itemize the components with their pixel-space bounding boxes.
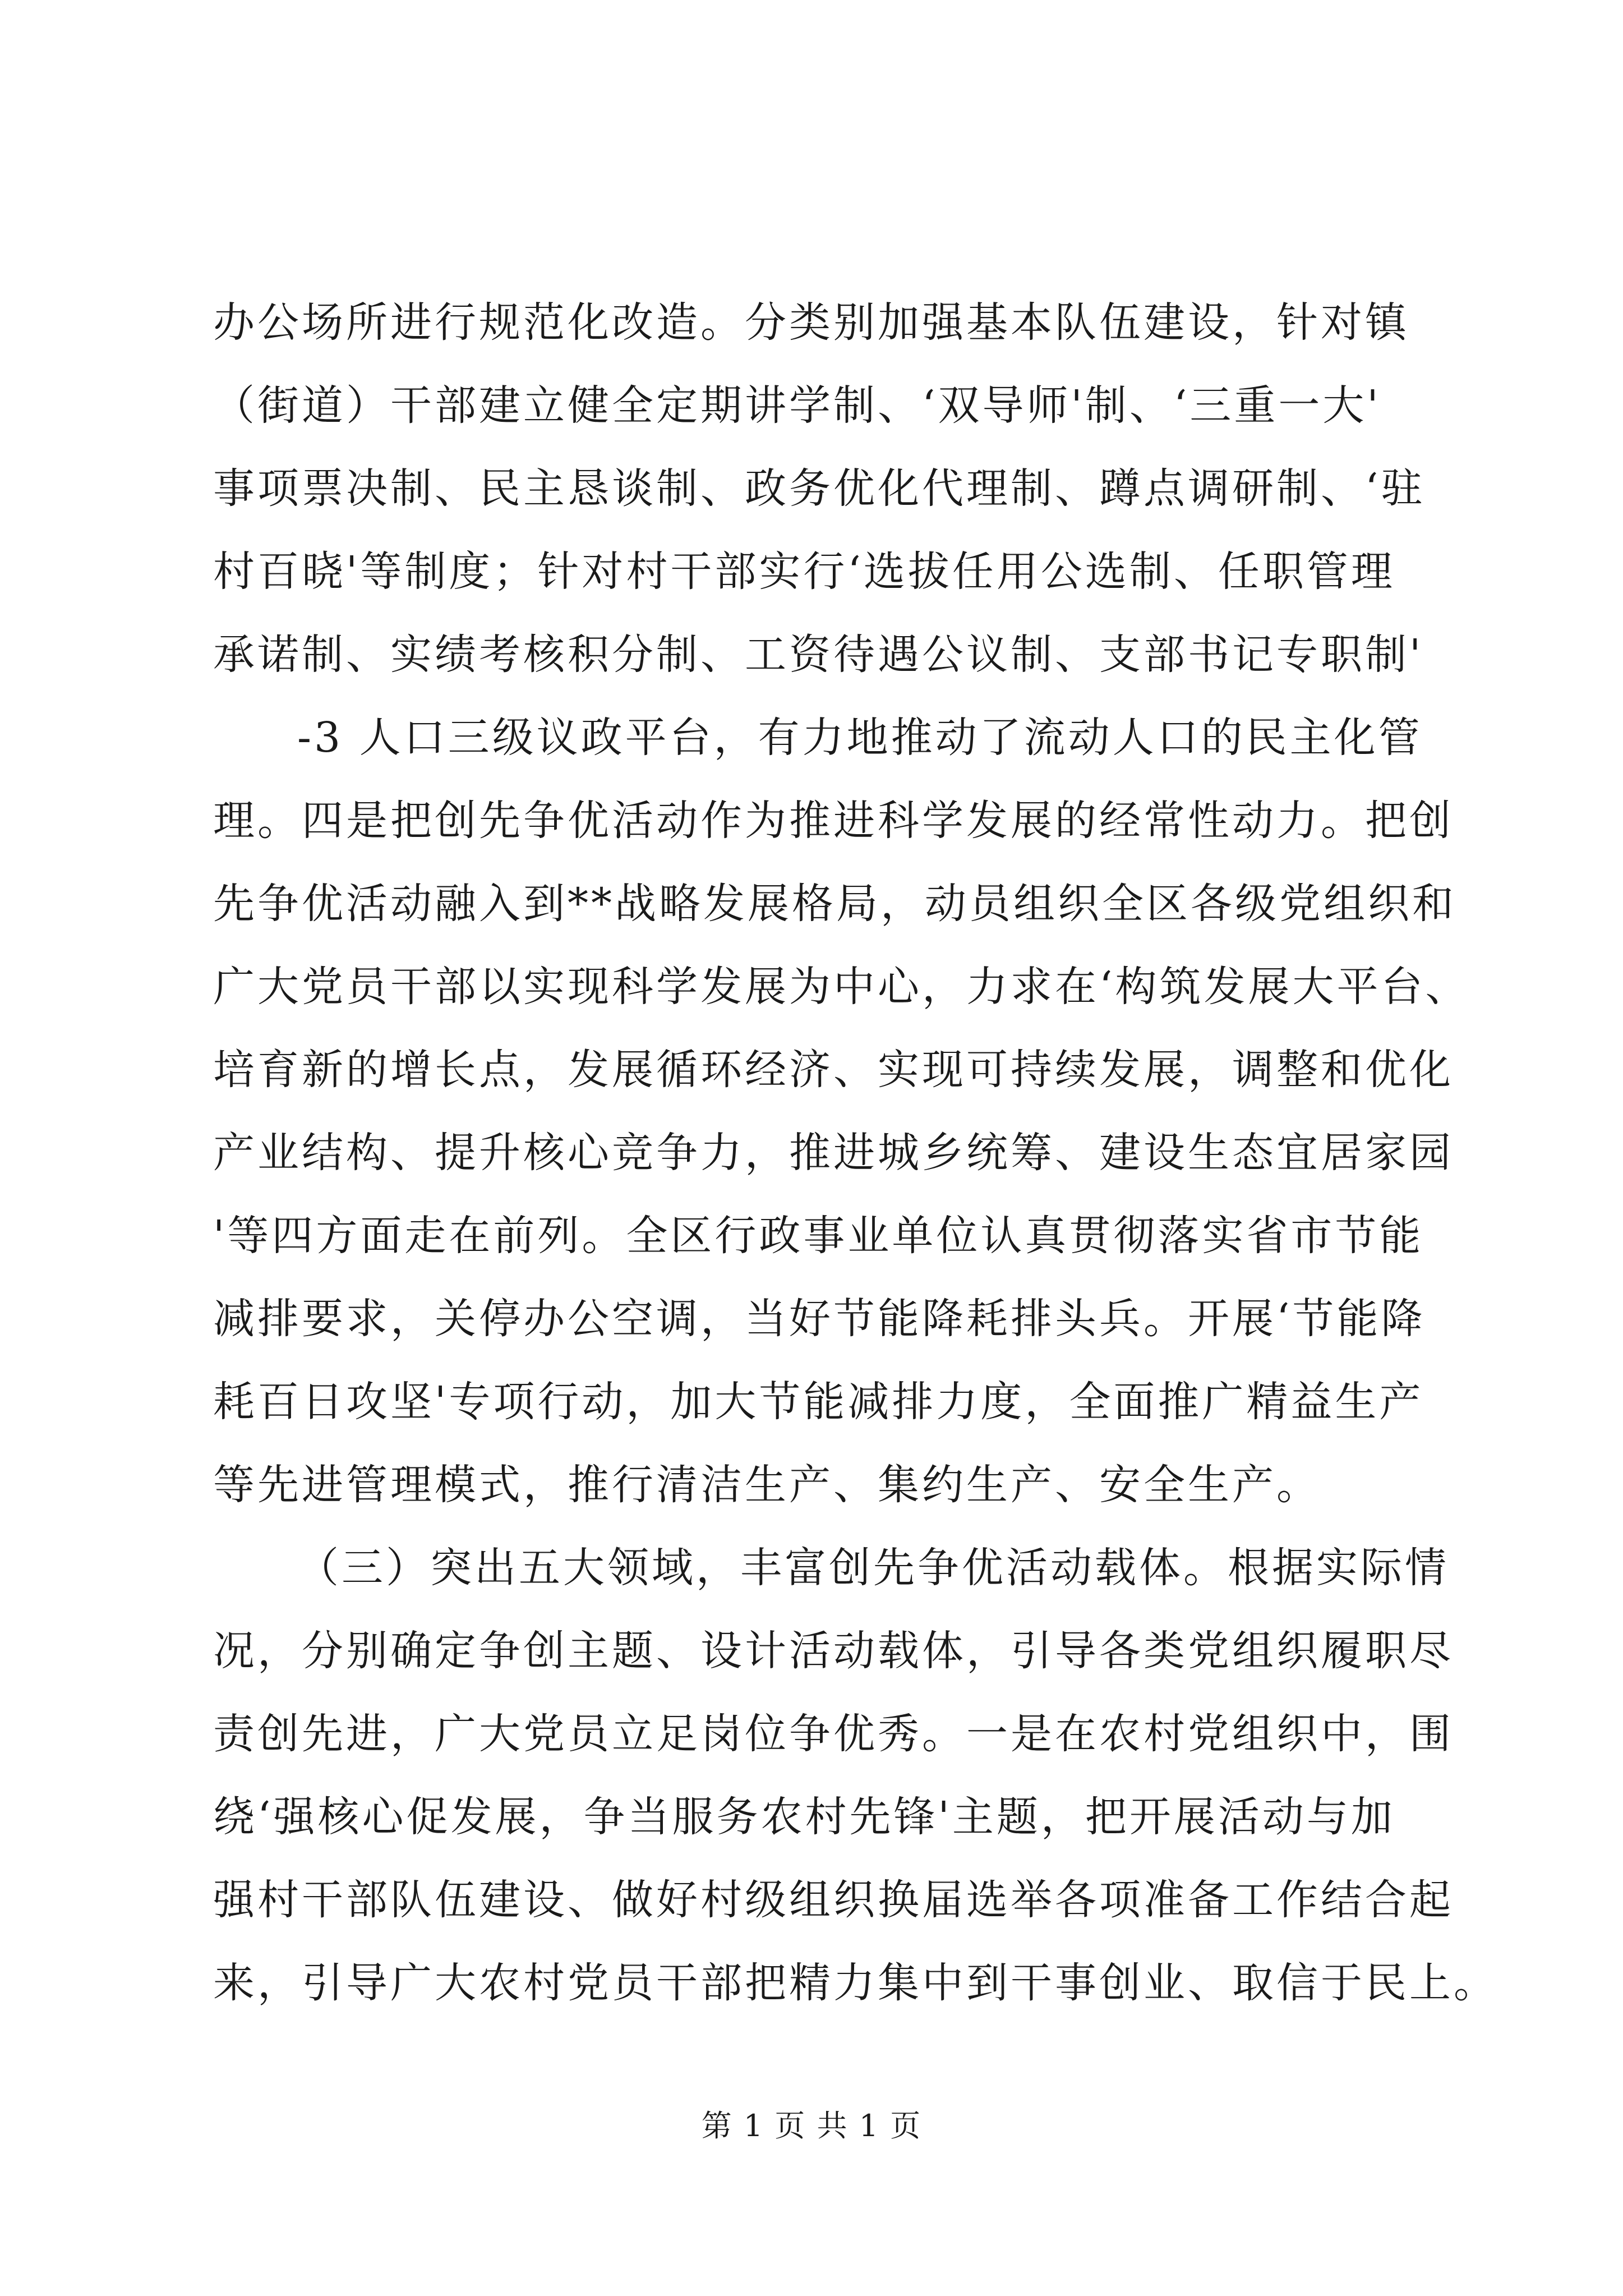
text-line: （街道）干部建立健全定期讲学制、‘双导师'制、‘三重一大' — [213, 381, 1381, 430]
text-line: 减排要求，关停办公空调，当好节能降耗排头兵。开展‘节能降 — [213, 1295, 1426, 1343]
text-line: '等四方面走在前列。全区行政事业单位认真贯彻落实省市节能 — [213, 1212, 1424, 1260]
text-line: 况，分别确定争创主题、设计活动载体，引导各类党组织履职尽 — [213, 1627, 1454, 1675]
text-line: 强村干部队伍建设、做好村级组织换届选举各项准备工作结合起 — [213, 1876, 1454, 1924]
text-line: 广大党员干部以实现科学发展为中心，力求在‘构筑发展大平台、 — [213, 963, 1470, 1011]
text-line: 办公场所进行规范化改造。分类别加强基本队伍建设，针对镇 — [213, 298, 1409, 347]
text-line: 责创先进，广大党员立足岗位争优秀。一是在农村党组织中，围 — [213, 1710, 1454, 1758]
text-line: 先争优活动融入到**战略发展格局，动员组织全区各级党组织和 — [213, 880, 1456, 928]
text-line: 承诺制、实绩考核积分制、工资待遇公议制、支部书记专职制' — [213, 631, 1424, 679]
text-line: 事项票决制、民主恳谈制、政务优化代理制、蹲点调研制、‘驻 — [213, 464, 1426, 513]
text-line: 来，引导广大农村党员干部把精力集中到干事创业、取信于民上。 — [213, 1959, 1498, 2007]
text-line: 产业结构、提升核心竞争力，推进城乡统筹、建设生态宜居家园 — [213, 1129, 1454, 1177]
text-line: 培育新的增长点，发展循环经济、实现可持续发展，调整和优化 — [213, 1046, 1454, 1094]
text-line: 耗百日攻坚'专项行动，加大节能减排力度，全面推广精益生产 — [213, 1378, 1424, 1426]
text-line: 理。四是把创先争优活动作为推进科学发展的经常性动力。把创 — [213, 797, 1454, 845]
text-line: （三）突出五大领域，丰富创先争优活动载体。根据实际情 — [297, 1544, 1449, 1592]
page-footer: 第 1 页 共 1 页 — [701, 2108, 922, 2143]
text-line: 绕‘强核心促发展，争当服务农村先锋'主题，把开展活动与加 — [213, 1793, 1395, 1841]
text-line: 等先进管理模式，推行清洁生产、集约生产、安全生产。 — [213, 1461, 1321, 1509]
text-line: -3 人口三级议政平台，有力地推动了流动人口的民主化管 — [297, 714, 1423, 762]
text-line: 村百晓'等制度；针对村干部实行‘选拔任用公选制、任职管理 — [213, 547, 1395, 596]
